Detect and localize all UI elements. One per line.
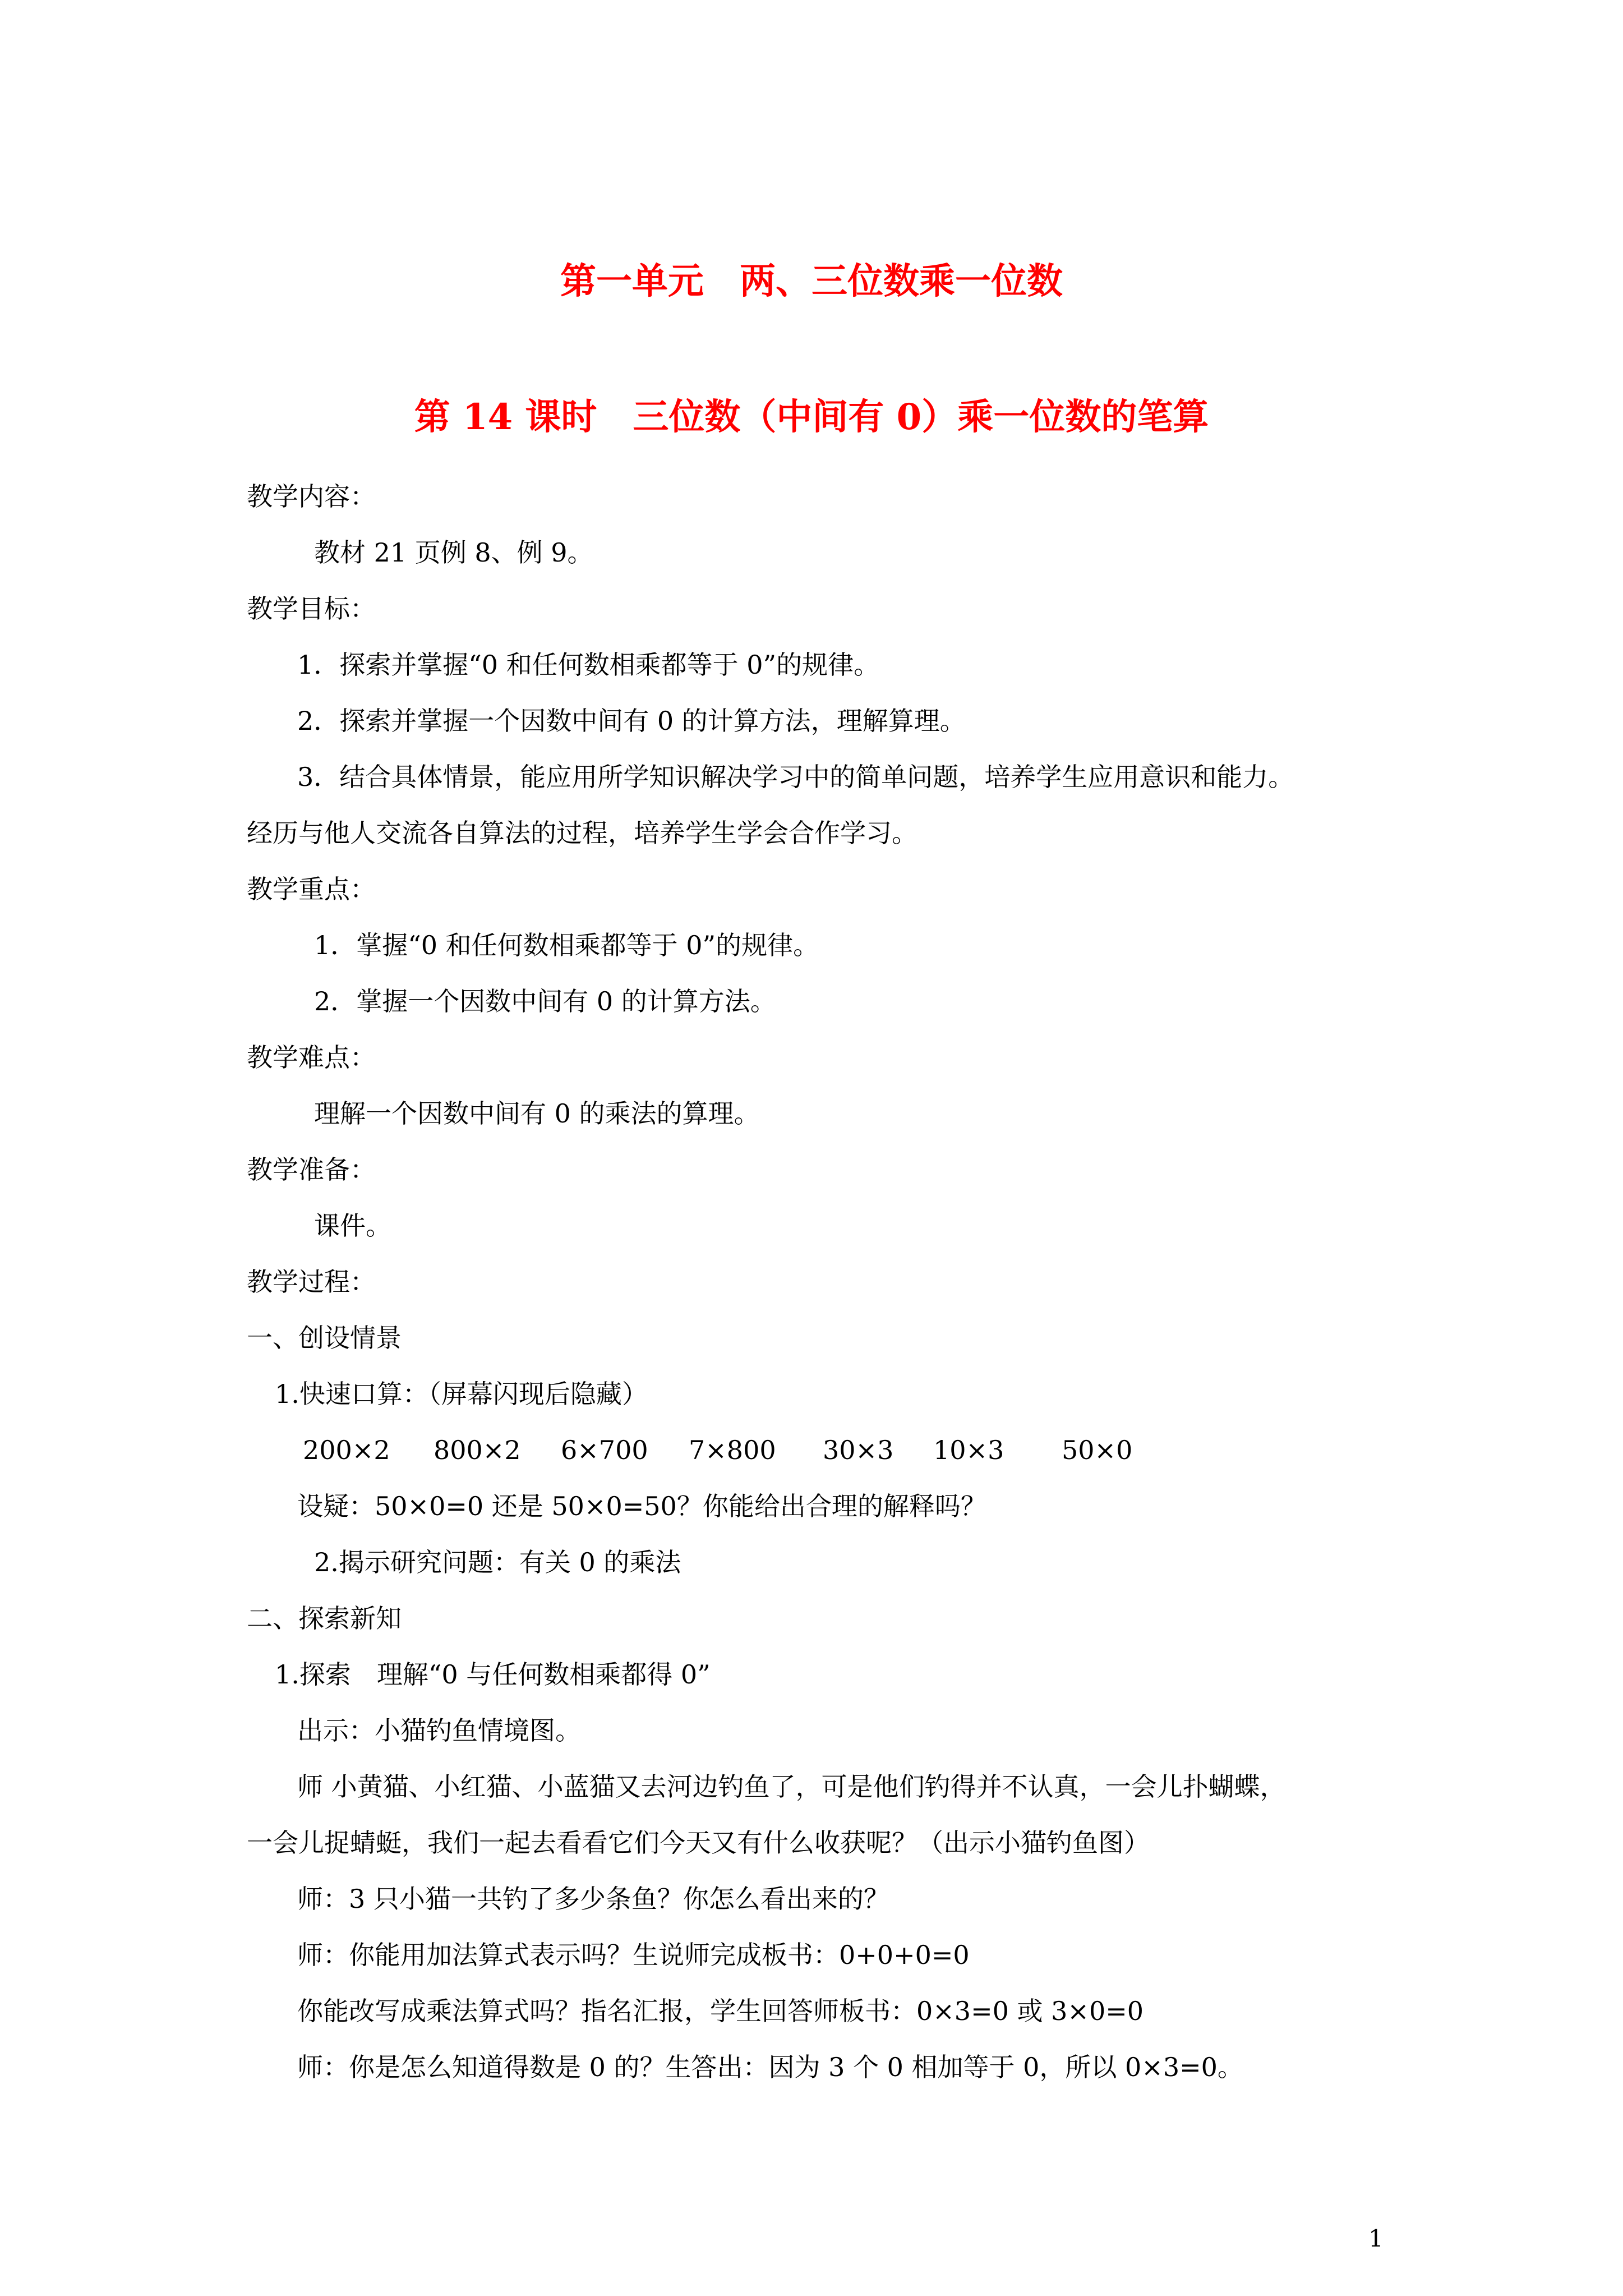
content-heading: 教学内容： <box>247 481 376 512</box>
difficulty-heading: 教学难点： <box>247 1042 376 1073</box>
teacher-2: 师：3 只小猫一共钓了多少条鱼？你怎么看出来的？ <box>297 1884 889 1914</box>
calc-item: 50×0 <box>1062 1435 1133 1465</box>
section-1-heading: 一、创设情景 <box>247 1323 402 1353</box>
step-1-1: 1.快速口算：（屏幕闪现后隐藏） <box>275 1379 648 1409</box>
calc-item: 200×2 <box>303 1435 390 1465</box>
preparation-heading: 教学准备： <box>247 1154 376 1185</box>
section-2-heading: 二、探索新知 <box>247 1603 402 1634</box>
show-line: 出示：小猫钓鱼情境图。 <box>297 1715 581 1746</box>
keypoint-1: 1．掌握“0 和任何数相乘都等于 0”的规律。 <box>314 930 819 960</box>
calc-item: 7×800 <box>689 1435 776 1465</box>
goal-3-line2: 经历与他人交流各自算法的过程，培养学生学会合作学习。 <box>247 818 917 848</box>
difficulty-text: 理解一个因数中间有 0 的乘法的算理。 <box>314 1098 760 1129</box>
teacher-3: 师：你能用加法算式表示吗？生说师完成板书：0+0+0=0 <box>297 1940 970 1970</box>
goal-3-line1: 3．结合具体情景，能应用所学知识解决学习中的简单问题，培养学生应用意识和能力。 <box>297 762 1294 792</box>
unit-title: 第一单元 两、三位数乘一位数 <box>560 260 1063 302</box>
question-line: 设疑：50×0=0 还是 50×0=50？你能给出合理的解释吗？ <box>297 1491 986 1521</box>
keypoint-2: 2．掌握一个因数中间有 0 的计算方法。 <box>314 986 776 1016</box>
lesson-title: 第 14 课时 三位数（中间有 0）乘一位数的笔算 <box>414 396 1209 438</box>
calc-item: 800×2 <box>434 1435 521 1465</box>
content-text: 教材 21 页例 8、例 9。 <box>314 537 593 568</box>
goals-heading: 教学目标： <box>247 593 376 624</box>
page-number: 1 <box>1368 2225 1384 2252</box>
rewrite-line: 你能改写成乘法算式吗？指名汇报，学生回答师板书：0×3=0 或 3×0=0 <box>297 1996 1144 2026</box>
goal-2: 2．探索并掌握一个因数中间有 0 的计算方法，理解算理。 <box>297 706 966 736</box>
calc-item: 6×700 <box>561 1435 648 1465</box>
preparation-text: 课件。 <box>314 1211 391 1241</box>
process-heading: 教学过程： <box>247 1267 376 1297</box>
goal-1: 1．探索并掌握“0 和任何数相乘都等于 0”的规律。 <box>297 650 880 680</box>
keypoints-heading: 教学重点： <box>247 874 376 904</box>
teacher-1-line1: 师 小黄猫、小红猫、小蓝猫又去河边钓鱼了，可是他们钓得并不认真，一会儿扑蝴蝶， <box>297 1772 1286 1802</box>
calc-item: 10×3 <box>933 1435 1004 1465</box>
step-2-1: 1.探索 理解“0 与任何数相乘都得 0” <box>275 1659 711 1690</box>
calc-item: 30×3 <box>823 1435 894 1465</box>
teacher-1-line2: 一会儿捉蜻蜓，我们一起去看看它们今天又有什么收获呢？（出示小猫钓鱼图） <box>247 1828 1150 1858</box>
step-1-2: 2.揭示研究问题：有关 0 的乘法 <box>314 1547 681 1577</box>
teacher-4: 师：你是怎么知道得数是 0 的？生答出：因为 3 个 0 相加等于 0，所以 0×3=0。 <box>297 2052 1243 2082</box>
